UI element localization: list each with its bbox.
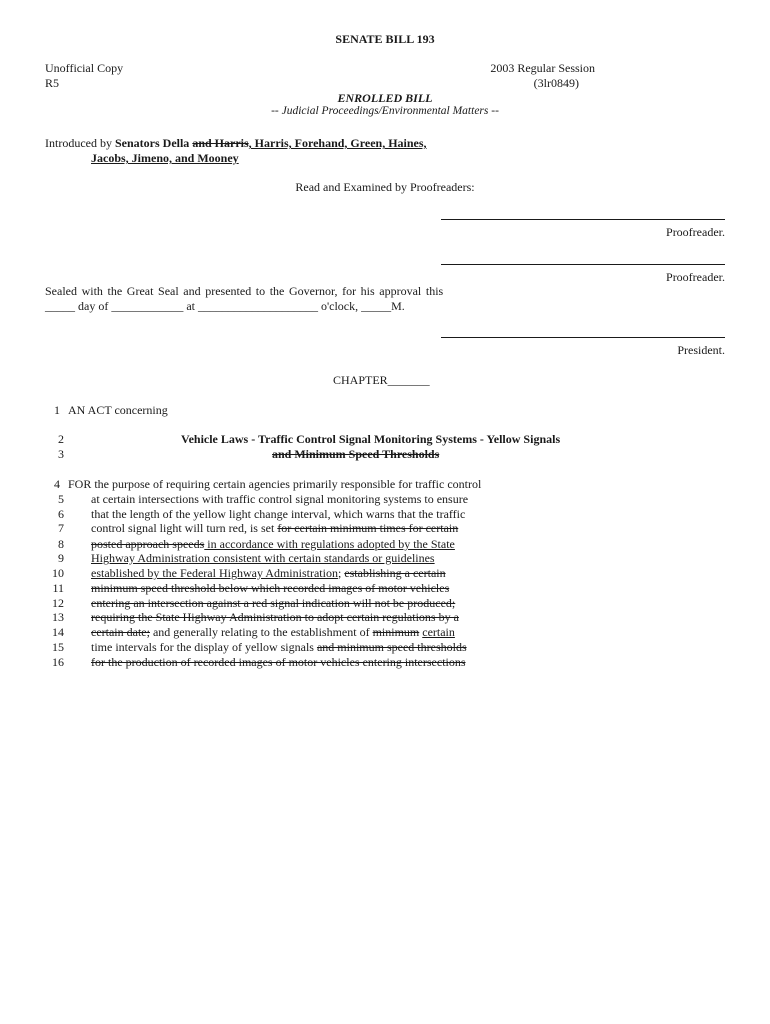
proofreader-signature-label: Proofreader. [666, 270, 725, 284]
line-number: 3 [58, 447, 64, 461]
added-sponsors: , Harris, Forehand, Green, Haines, [248, 136, 427, 150]
purpose-line: FOR the purpose of requiring certain agencies primarily responsible for traffic control [68, 477, 482, 491]
purpose-text: and generally relating to the establishment of [149, 625, 373, 639]
inserted-line: Highway Administration consistent with certain standards or guidelines [91, 551, 435, 565]
inserted-text: in accordance with regulations adopted by the State [204, 537, 455, 551]
line-number: 12 [52, 596, 64, 610]
line-number: 10 [52, 566, 64, 580]
signature-line [441, 219, 725, 220]
proofreaders-heading: Read and Examined by Proofreaders: [295, 180, 475, 194]
added-sponsors-continued: Jacobs, Jimeno, and Mooney [91, 151, 239, 165]
purpose-line [91, 640, 467, 655]
proofreader-signature-label: Proofreader. [666, 225, 725, 239]
struck-line: for the production of recorded images of motor vehicles entering intersections [91, 655, 466, 669]
struck-text: minimum [372, 625, 420, 639]
bill-title: SENATE BILL 193 [335, 32, 435, 46]
line-number: 9 [58, 551, 64, 565]
purpose-text: control signal light will turn red, is set [91, 521, 278, 535]
enrolled-label: ENROLLED BILL [337, 91, 433, 105]
struck-text: for certain minimum times for certain [277, 521, 459, 535]
line-number: 16 [52, 655, 64, 669]
struck-line: minimum speed threshold below which recorded images of motor vehicles [91, 581, 450, 595]
sponsor-names: Senators Della [114, 136, 190, 150]
session-label: 2003 Regular Session [490, 61, 595, 75]
line-number: 13 [52, 610, 64, 624]
struck-sponsor: and Harris [192, 136, 249, 150]
purpose-text: ; [337, 566, 345, 580]
struck-text: and minimum speed thresholds [316, 640, 467, 654]
purpose-line [91, 566, 446, 581]
chapter-label: CHAPTER_______ [333, 373, 430, 387]
struck-text: posted approach speeds [91, 537, 205, 551]
purpose-line [91, 537, 455, 552]
introduced-prefix: Introduced by [45, 136, 112, 150]
act-concerning: AN ACT concerning [68, 403, 168, 417]
line-number: 1 [54, 403, 60, 417]
line-number: 2 [58, 432, 64, 446]
bill-number-label: (3lr0849) [533, 76, 579, 90]
inserted-text: certain [422, 625, 455, 639]
line-number: 7 [58, 521, 64, 535]
sealed-statement: Sealed with the Great Seal and presented to the Governor, for his approval this [45, 284, 444, 298]
signature-line [441, 264, 725, 265]
unofficial-copy-label: Unofficial Copy [45, 61, 124, 75]
bill-subject-struck: and Minimum Speed Thresholds [272, 447, 440, 461]
sealed-date-line: _____ day of ____________ at ____________________ o'clock, _____M. [45, 299, 405, 313]
purpose-line [91, 625, 455, 640]
line-number: 4 [54, 477, 60, 491]
struck-line: requiring the State Highway Administration to adopt certain regulations by a [91, 610, 459, 624]
purpose-line [91, 521, 458, 536]
purpose-text: time intervals for the display of yellow signals [91, 640, 317, 654]
struck-line: entering an intersection against a red signal indication will not be produced; [91, 596, 456, 610]
signature-line [441, 337, 725, 338]
line-number: 11 [52, 581, 64, 595]
president-signature-label: President. [677, 343, 725, 357]
purpose-line: at certain intersections with traffic control signal monitoring systems to ensure [91, 492, 469, 506]
code-label: R5 [45, 76, 60, 90]
line-number: 6 [58, 507, 64, 521]
inserted-text: established by the Federal Highway Administration [91, 566, 338, 580]
bill-subject: Vehicle Laws - Traffic Control Signal Monitoring Systems - Yellow Signals [181, 432, 561, 446]
struck-text: certain date; [91, 625, 150, 639]
line-number: 5 [58, 492, 64, 506]
committee-label: -- Judicial Proceedings/Environmental Matters -- [271, 105, 499, 117]
purpose-line: that the length of the yellow light change interval, which warns that the traffic [91, 507, 466, 521]
struck-text: establishing a certain [344, 566, 446, 580]
introduced-line [45, 136, 427, 151]
line-number: 8 [58, 537, 64, 551]
line-number: 15 [52, 640, 64, 654]
line-number: 14 [52, 625, 64, 639]
